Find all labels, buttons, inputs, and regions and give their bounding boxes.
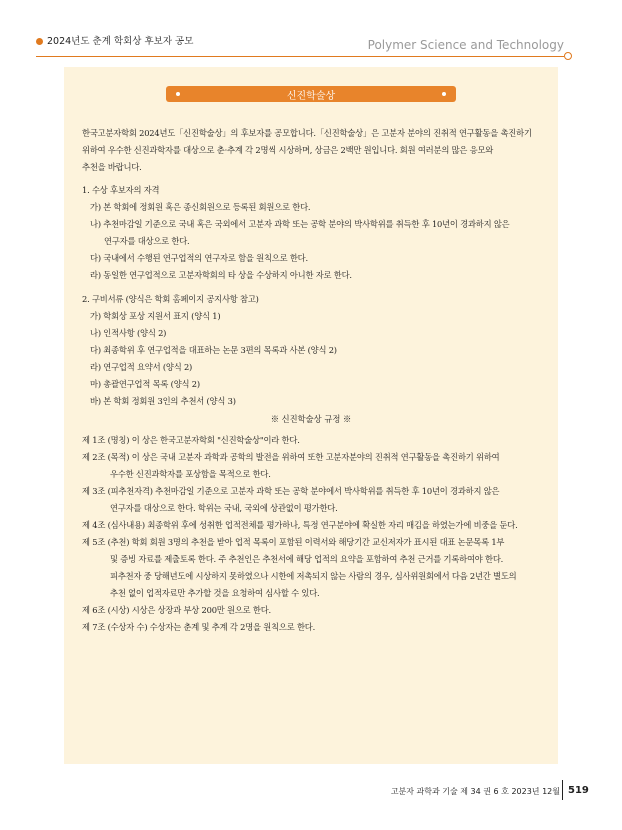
award-title: 신진학술상 (286, 91, 336, 102)
section-2-item: 마) 총괄연구업적 목록 (양식 2) (90, 379, 200, 389)
section-2-item: 나) 인적사항 (양식 2) (90, 328, 167, 338)
banner-right-dot-icon (442, 92, 446, 96)
rule-line: 제 6조 (시상) 시상은 상장과 부상 200만 원으로 한다. (82, 605, 271, 615)
section-2-item: 라) 연구업적 요약서 (양식 2) (90, 362, 193, 372)
section-1-item: 나) 추천마감일 기준으로 국내 혹은 국외에서 고분자 과학 또는 공학 분야의 박사학위를 취득한 후 10년이 경과하지 않은 (90, 219, 510, 229)
header-divider-end-icon (564, 52, 572, 60)
rules-title: ※ 신진학술상 규정 ※ (270, 414, 352, 424)
content-panel (64, 67, 558, 764)
section-1-item: 라) 동일한 연구업적으로 고분자학회의 타 상을 수상하지 아니한 자로 한다. (90, 270, 352, 280)
award-banner (166, 86, 456, 102)
rule-line: 제 2조 (목적) 이 상은 국내 고분자 과학과 공학의 발전을 위하여 또한 고분자분야의 진취적 연구활동을 촉진하기 위하여 (82, 452, 500, 462)
section-2-item: 다) 최종학위 후 연구업적을 대표하는 논문 3편의 목록과 사본 (양식 2) (90, 345, 337, 355)
rule-line: 제 3조 (피추천자격) 추천마감일 기준으로 고분자 과학 또는 공학 분야에서 박사학위를 취득한 후 10년이 경과하지 않은 (82, 486, 500, 496)
section-2-item: 바) 본 학회 정회원 3인의 추천서 (양식 3) (90, 396, 236, 406)
section-2-title: 2. 구비서류 (양식은 학회 홈페이지 공지사항 참고) (82, 294, 259, 304)
rule-line: 피추천자 중 당해년도에 시상하지 못하였으나 시한에 저촉되지 않는 사람의 경우, 심사위원회에서 다음 2년간 별도의 (110, 571, 517, 581)
rule-line: 제 1조 (명칭) 이 상은 한국고분자학회 "신진학술상"이라 한다. (82, 435, 300, 445)
rule-line: 제 7조 (수상자 수) 수상자는 춘계 및 추계 각 2명을 원칙으로 한다. (82, 622, 316, 632)
header-bullet-icon (36, 38, 43, 45)
section-2-item: 가) 학회상 포상 지원서 표지 (양식 1) (90, 311, 221, 321)
section-1-item: 연구자를 대상으로 한다. (104, 236, 190, 246)
section-1-title: 1. 수상 후보자의 자격 (82, 185, 160, 195)
intro-line: 위하여 우수한 신진과학자를 대상으로 춘·추계 각 2명씩 시상하며, 상금은 2백만 원입니다. 회원 여러분의 많은 응모와 (82, 145, 494, 155)
rule-line: 우수한 신진과학자를 포상함을 목적으로 한다. (110, 469, 271, 479)
header-divider (36, 56, 564, 57)
rule-line: 제 5조 (추천) 학회 회원 3명의 추천을 받아 업적 목록이 포함된 이력서와 해당기간 교신저자가 표시된 대표 논문목록 1부 (82, 537, 505, 547)
intro-line: 추천을 바랍니다. (82, 162, 142, 172)
footer-divider (562, 780, 563, 800)
page-number: 519 (568, 785, 589, 796)
header-section-title: 2024년도 춘계 학회상 후보자 공모 (47, 36, 194, 47)
section-1-item: 가) 본 학회에 정회원 혹은 종신회원으로 등록된 회원으로 한다. (90, 202, 311, 212)
rule-line: 제 4조 (심사내용) 최종학위 후에 성취한 업적전체를 평가하나, 특정 연구분야에 확실한 자리 매김을 하였는가에 비중을 둔다. (82, 520, 518, 530)
intro-line: 한국고분자학회 2024년도「신진학술상」의 후보자를 공모합니다.「신진학술상」은 고분자 분야의 진취적 연구활동을 촉진하기 (82, 128, 532, 138)
rule-line: 추천 없이 업적자료만 추가할 것을 요청하여 심사할 수 있다. (110, 588, 320, 598)
rule-line: 연구자를 대상으로 한다. 학위는 국내, 국외에 상관없이 평가한다. (110, 503, 338, 513)
footer-citation: 고분자 과학과 기술 제 34 권 6 호 2023년 12월 (390, 787, 560, 796)
section-1-item: 다) 국내에서 수행된 연구업적의 연구자로 함을 원칙으로 한다. (90, 253, 308, 263)
journal-name: Polymer Science and Technology (367, 38, 564, 52)
rule-line: 및 증빙 자료를 제출토록 한다. 주 추천인은 추천서에 해당 업적의 요약을 포함하여 추천 근거를 기록하여야 한다. (110, 554, 504, 564)
